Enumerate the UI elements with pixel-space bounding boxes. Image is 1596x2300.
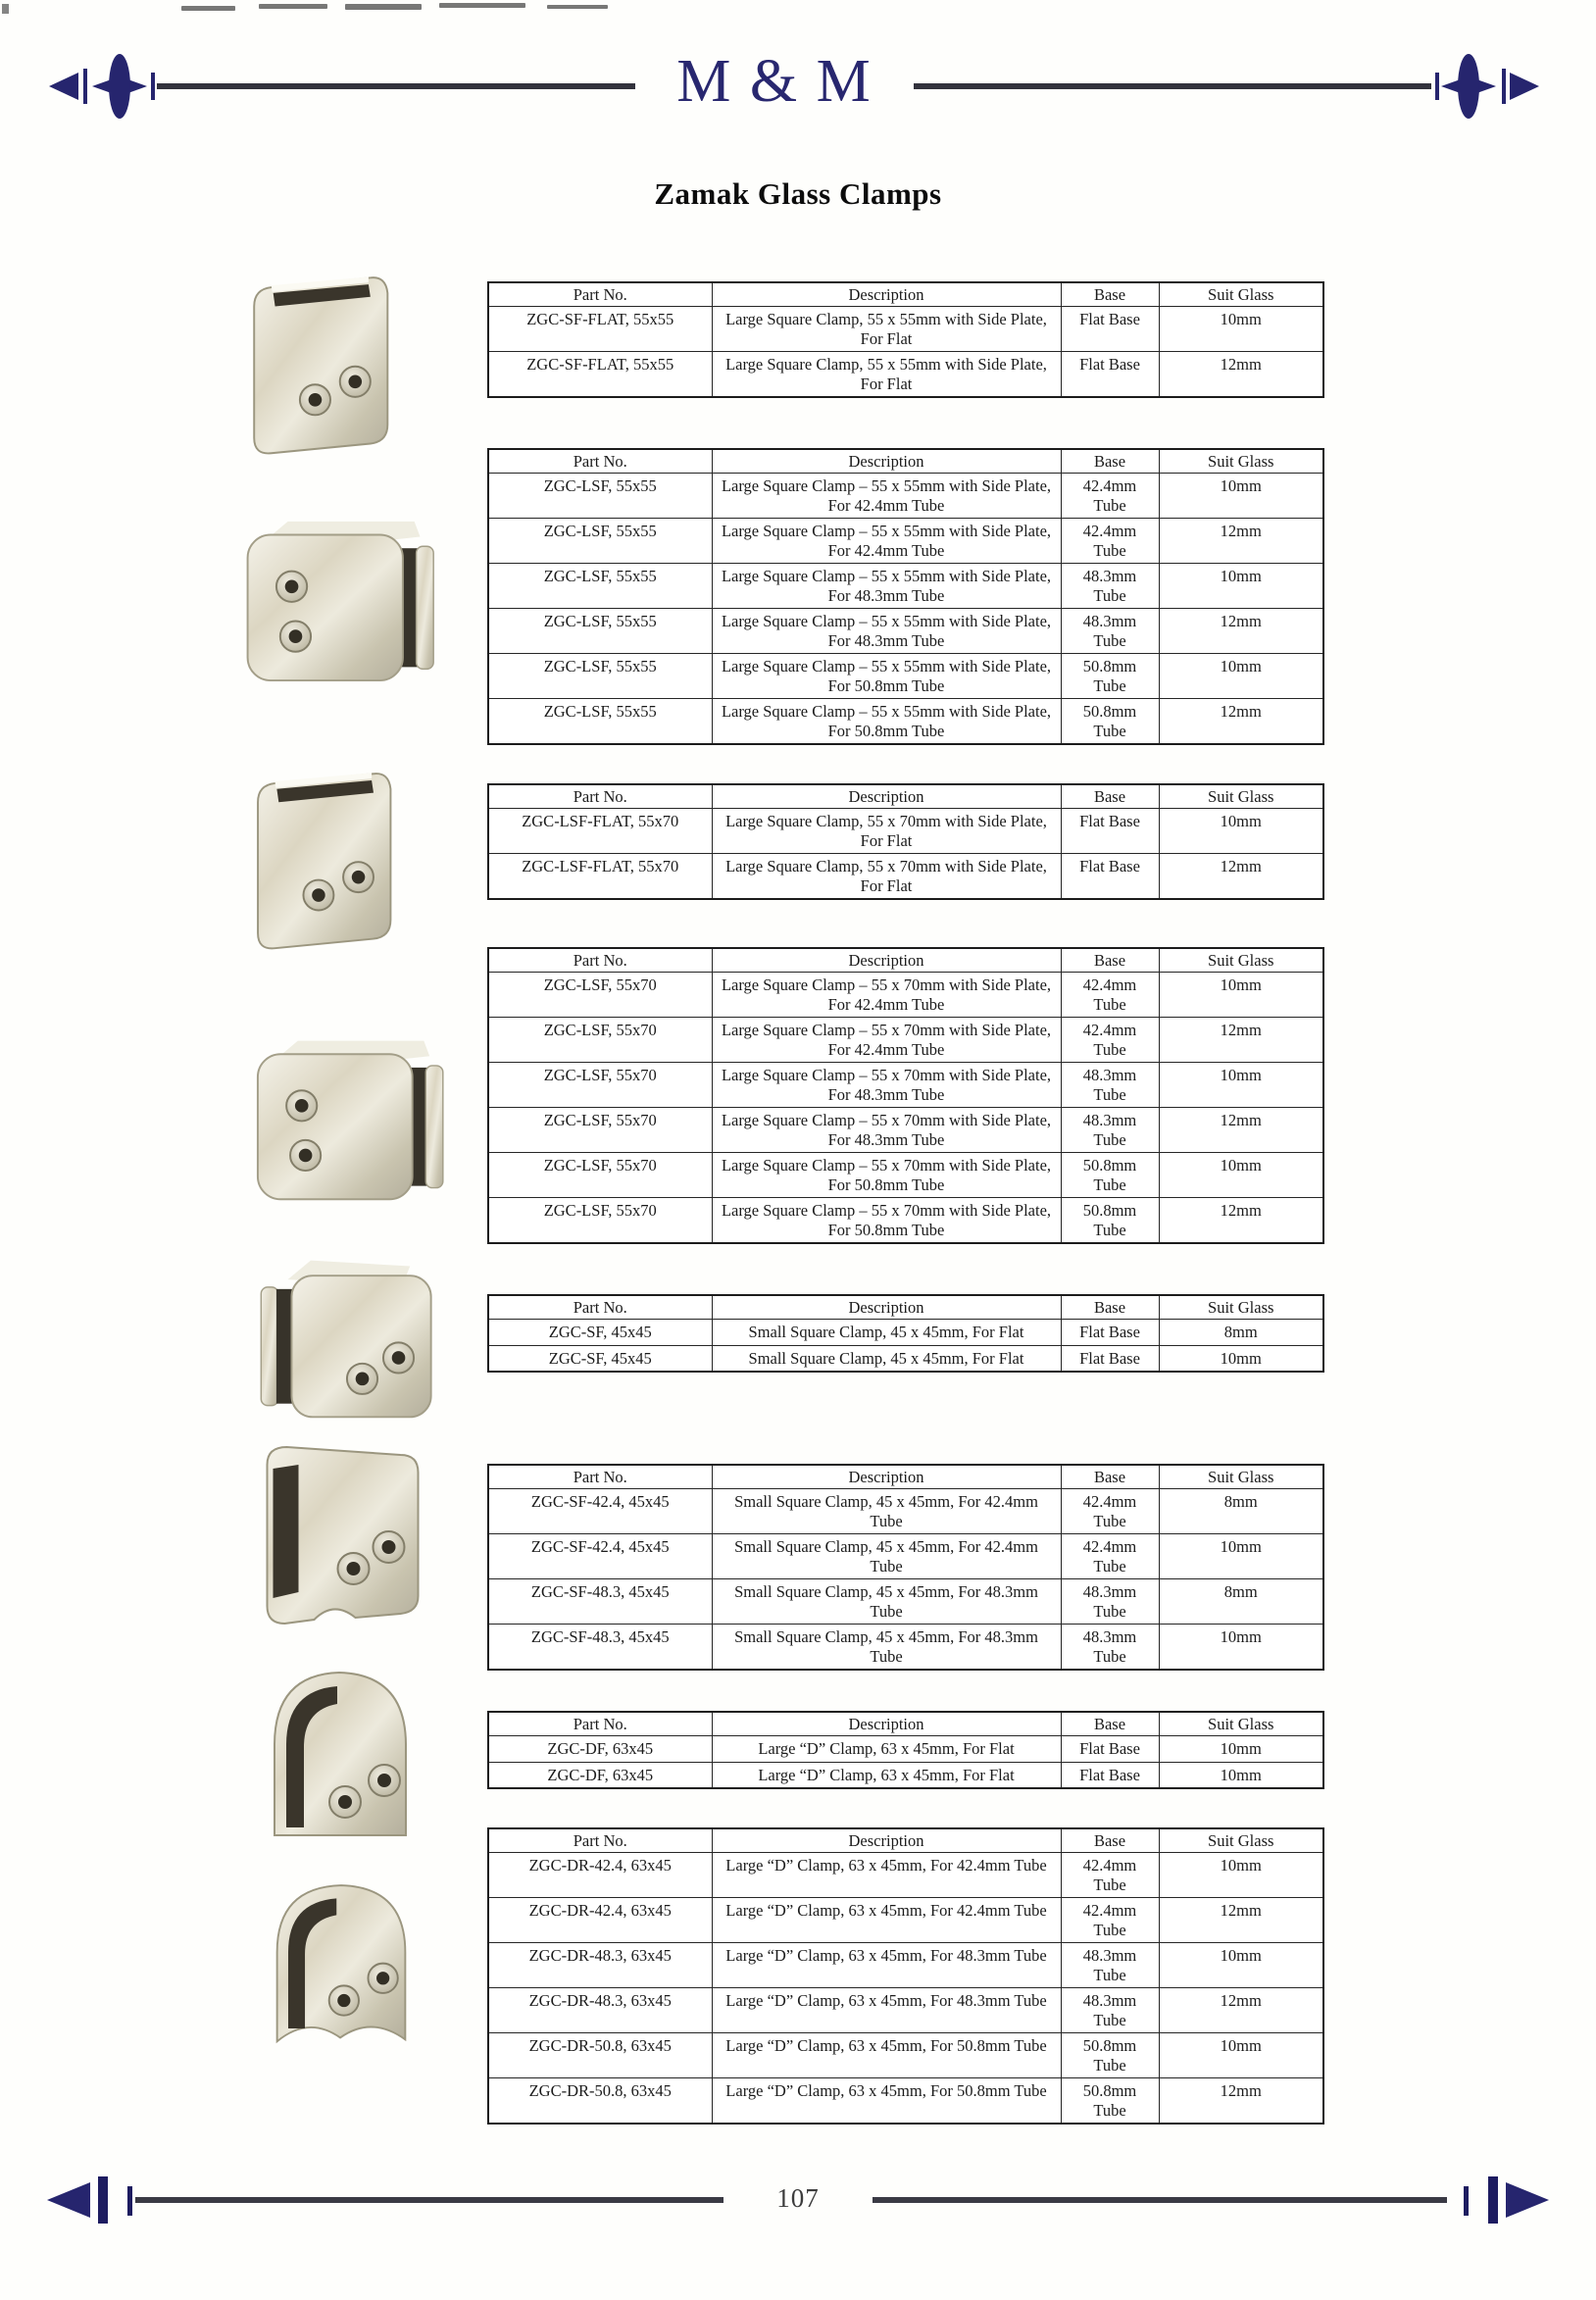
- suit-glass-cell: 10mm: [1159, 1063, 1323, 1108]
- column-header: Part No.: [488, 449, 712, 474]
- column-header: Suit Glass: [1159, 1828, 1323, 1853]
- description-cell: Large “D” Clamp, 63 x 45mm, For Flat: [712, 1736, 1061, 1762]
- base-cell: 42.4mm Tube: [1061, 1898, 1159, 1943]
- base-cell: 50.8mm Tube: [1061, 2033, 1159, 2078]
- table-header-row: [488, 1465, 1323, 1489]
- base-cell: 48.3mm Tube: [1061, 1579, 1159, 1625]
- page-title: Zamak Glass Clamps: [654, 176, 942, 211]
- base-cell: Flat Base: [1061, 809, 1159, 854]
- description-cell: Large Square Clamp – 55 x 55mm with Side Plate, For 42.4mm Tube: [712, 519, 1061, 564]
- base-cell: 50.8mm Tube: [1061, 1198, 1159, 1243]
- base-cell: 48.3mm Tube: [1061, 1063, 1159, 1108]
- table-row: [488, 1762, 1323, 1788]
- part-no-cell: ZGC-DR-50.8, 63x45: [488, 2033, 712, 2078]
- description-cell: Small Square Clamp, 45 x 45mm, For Flat: [712, 1320, 1061, 1345]
- column-header: Description: [712, 282, 1061, 307]
- part-no-cell: ZGC-LSF, 55x55: [488, 474, 712, 519]
- parts-table-sf-tube-45x45: [487, 1464, 1324, 1671]
- description-cell: Small Square Clamp, 45 x 45mm, For 42.4mm Tube: [712, 1489, 1061, 1534]
- base-cell: 48.3mm Tube: [1061, 1108, 1159, 1153]
- table-row: [488, 2078, 1323, 2124]
- parts-table-lsf-flat-55x70: [487, 783, 1324, 900]
- description-cell: Small Square Clamp, 45 x 45mm, For 48.3mm Tube: [712, 1579, 1061, 1625]
- part-no-cell: ZGC-DF, 63x45: [488, 1736, 712, 1762]
- suit-glass-cell: 12mm: [1159, 1018, 1323, 1063]
- table-row: [488, 1489, 1323, 1534]
- table-header-row: [488, 1828, 1323, 1853]
- description-cell: Small Square Clamp, 45 x 45mm, For 48.3mm Tube: [712, 1625, 1061, 1670]
- suit-glass-cell: 10mm: [1159, 564, 1323, 609]
- description-cell: Large Square Clamp – 55 x 55mm with Side Plate, For 48.3mm Tube: [712, 564, 1061, 609]
- large-d-clamp-flat-photo: [247, 1647, 433, 1848]
- suit-glass-cell: 10mm: [1159, 1762, 1323, 1788]
- description-cell: Large Square Clamp – 55 x 70mm with Side Plate, For 42.4mm Tube: [712, 1018, 1061, 1063]
- description-cell: Large “D” Clamp, 63 x 45mm, For 50.8mm Tube: [712, 2033, 1061, 2078]
- table-row: [488, 352, 1323, 397]
- part-no-cell: ZGC-LSF, 55x70: [488, 1063, 712, 1108]
- description-cell: Large “D” Clamp, 63 x 45mm, For 42.4mm Tube: [712, 1898, 1061, 1943]
- table-row: [488, 564, 1323, 609]
- table-row: [488, 1018, 1323, 1063]
- part-no-cell: ZGC-LSF, 55x70: [488, 1153, 712, 1198]
- table-row: [488, 1579, 1323, 1625]
- scan-artifact: [345, 4, 422, 10]
- base-cell: Flat Base: [1061, 854, 1159, 899]
- scan-artifact: [2, 4, 9, 14]
- column-header: Description: [712, 1295, 1061, 1320]
- column-header: Suit Glass: [1159, 1295, 1323, 1320]
- parts-table-sf-flat-55x55: [487, 281, 1324, 398]
- suit-glass-cell: 10mm: [1159, 1853, 1323, 1898]
- table-row: [488, 474, 1323, 519]
- suit-glass-cell: 10mm: [1159, 654, 1323, 699]
- description-cell: Large Square Clamp – 55 x 70mm with Side Plate, For 48.3mm Tube: [712, 1108, 1061, 1153]
- suit-glass-cell: 12mm: [1159, 699, 1323, 744]
- column-header: Part No.: [488, 1712, 712, 1736]
- base-cell: 42.4mm Tube: [1061, 1018, 1159, 1063]
- column-header: Base: [1061, 948, 1159, 973]
- part-no-cell: ZGC-DR-50.8, 63x45: [488, 2078, 712, 2124]
- part-no-cell: ZGC-DF, 63x45: [488, 1762, 712, 1788]
- page-number: 107: [776, 2183, 820, 2213]
- part-no-cell: ZGC-SF-FLAT, 55x55: [488, 307, 712, 352]
- column-header: Description: [712, 1712, 1061, 1736]
- parts-table-df-63x45: [487, 1711, 1324, 1789]
- suit-glass-cell: 10mm: [1159, 973, 1323, 1018]
- column-header: Part No.: [488, 1465, 712, 1489]
- scan-artifact: [259, 4, 327, 9]
- table-row: [488, 307, 1323, 352]
- table-row: [488, 1063, 1323, 1108]
- suit-glass-cell: 12mm: [1159, 519, 1323, 564]
- column-header: Base: [1061, 282, 1159, 307]
- part-no-cell: ZGC-LSF, 55x70: [488, 1108, 712, 1153]
- table-row: [488, 1534, 1323, 1579]
- suit-glass-cell: 12mm: [1159, 1898, 1323, 1943]
- large-square-clamp-flat-photo: [227, 255, 399, 461]
- base-cell: Flat Base: [1061, 307, 1159, 352]
- part-no-cell: ZGC-LSF, 55x55: [488, 654, 712, 699]
- description-cell: Large Square Clamp, 55 x 70mm with Side Plate, For Flat: [712, 854, 1061, 899]
- brand-logo-text: M & M: [676, 48, 873, 115]
- table-row: [488, 1320, 1323, 1345]
- table-header-row: [488, 1712, 1323, 1736]
- description-cell: Large Square Clamp – 55 x 70mm with Side Plate, For 50.8mm Tube: [712, 1198, 1061, 1243]
- column-header: Base: [1061, 1465, 1159, 1489]
- column-header: Suit Glass: [1159, 449, 1323, 474]
- part-no-cell: ZGC-SF, 45x45: [488, 1345, 712, 1372]
- table-row: [488, 1943, 1323, 1988]
- large-d-clamp-tube-photo: [253, 1853, 429, 2061]
- suit-glass-cell: 10mm: [1159, 2033, 1323, 2078]
- column-header: Description: [712, 784, 1061, 809]
- base-cell: Flat Base: [1061, 352, 1159, 397]
- description-cell: Large Square Clamp, 55 x 55mm with Side Plate, For Flat: [712, 352, 1061, 397]
- column-header: Suit Glass: [1159, 1712, 1323, 1736]
- suit-glass-cell: 12mm: [1159, 609, 1323, 654]
- part-no-cell: ZGC-LSF-FLAT, 55x70: [488, 854, 712, 899]
- large-square-clamp-55x70-flat-photo: [224, 753, 410, 954]
- base-cell: Flat Base: [1061, 1762, 1159, 1788]
- base-cell: 50.8mm Tube: [1061, 1153, 1159, 1198]
- column-header: Base: [1061, 1712, 1159, 1736]
- column-header: Base: [1061, 1828, 1159, 1853]
- small-square-clamp-tube-photo: [233, 1424, 434, 1629]
- description-cell: Large Square Clamp, 55 x 70mm with Side Plate, For Flat: [712, 809, 1061, 854]
- table-row: [488, 2033, 1323, 2078]
- part-no-cell: ZGC-LSF, 55x55: [488, 519, 712, 564]
- part-no-cell: ZGC-LSF-FLAT, 55x70: [488, 809, 712, 854]
- suit-glass-cell: 8mm: [1159, 1320, 1323, 1345]
- base-cell: 48.3mm Tube: [1061, 609, 1159, 654]
- column-header: Description: [712, 948, 1061, 973]
- part-no-cell: ZGC-DR-42.4, 63x45: [488, 1853, 712, 1898]
- part-no-cell: ZGC-LSF, 55x55: [488, 699, 712, 744]
- part-no-cell: ZGC-DR-48.3, 63x45: [488, 1943, 712, 1988]
- suit-glass-cell: 10mm: [1159, 1736, 1323, 1762]
- base-cell: 42.4mm Tube: [1061, 519, 1159, 564]
- base-cell: 50.8mm Tube: [1061, 699, 1159, 744]
- description-cell: Large Square Clamp – 55 x 70mm with Side Plate, For 48.3mm Tube: [712, 1063, 1061, 1108]
- parts-table-lsf-55x70: [487, 947, 1324, 1244]
- table-row: [488, 973, 1323, 1018]
- part-no-cell: ZGC-SF-42.4, 45x45: [488, 1534, 712, 1579]
- table-row: [488, 1898, 1323, 1943]
- column-header: Part No.: [488, 282, 712, 307]
- suit-glass-cell: 10mm: [1159, 1943, 1323, 1988]
- column-header: Description: [712, 1828, 1061, 1853]
- suit-glass-cell: 12mm: [1159, 1198, 1323, 1243]
- table-row: [488, 1198, 1323, 1243]
- description-cell: Large Square Clamp – 55 x 70mm with Side Plate, For 42.4mm Tube: [712, 973, 1061, 1018]
- part-no-cell: ZGC-SF-42.4, 45x45: [488, 1489, 712, 1534]
- column-header: Suit Glass: [1159, 1465, 1323, 1489]
- table-header-row: [488, 948, 1323, 973]
- column-header: Part No.: [488, 784, 712, 809]
- suit-glass-cell: 12mm: [1159, 1988, 1323, 2033]
- table-row: [488, 699, 1323, 744]
- table-row: [488, 609, 1323, 654]
- base-cell: 48.3mm Tube: [1061, 1625, 1159, 1670]
- description-cell: Large Square Clamp – 55 x 55mm with Side Plate, For 50.8mm Tube: [712, 654, 1061, 699]
- base-cell: Flat Base: [1061, 1736, 1159, 1762]
- part-no-cell: ZGC-SF, 45x45: [488, 1320, 712, 1345]
- table-row: [488, 854, 1323, 899]
- suit-glass-cell: 12mm: [1159, 2078, 1323, 2124]
- description-cell: Large Square Clamp – 55 x 70mm with Side Plate, For 50.8mm Tube: [712, 1153, 1061, 1198]
- suit-glass-cell: 10mm: [1159, 307, 1323, 352]
- suit-glass-cell: 12mm: [1159, 352, 1323, 397]
- column-header: Part No.: [488, 1295, 712, 1320]
- part-no-cell: ZGC-DR-48.3, 63x45: [488, 1988, 712, 2033]
- column-header: Description: [712, 1465, 1061, 1489]
- part-no-cell: ZGC-LSF, 55x70: [488, 973, 712, 1018]
- base-cell: 48.3mm Tube: [1061, 1943, 1159, 1988]
- suit-glass-cell: 8mm: [1159, 1489, 1323, 1534]
- column-header: Suit Glass: [1159, 784, 1323, 809]
- description-cell: Large “D” Clamp, 63 x 45mm, For 48.3mm Tube: [712, 1988, 1061, 2033]
- table-row: [488, 654, 1323, 699]
- table-row: [488, 809, 1323, 854]
- table-row: [488, 1625, 1323, 1670]
- column-header: Base: [1061, 784, 1159, 809]
- suit-glass-cell: 10mm: [1159, 1345, 1323, 1372]
- description-cell: Large Square Clamp – 55 x 55mm with Side Plate, For 42.4mm Tube: [712, 474, 1061, 519]
- scan-artifact: [439, 3, 525, 8]
- suit-glass-cell: 12mm: [1159, 854, 1323, 899]
- base-cell: 42.4mm Tube: [1061, 1489, 1159, 1534]
- base-cell: 42.4mm Tube: [1061, 973, 1159, 1018]
- description-cell: Large “D” Clamp, 63 x 45mm, For 50.8mm Tube: [712, 2078, 1061, 2124]
- base-cell: 48.3mm Tube: [1061, 1988, 1159, 2033]
- part-no-cell: ZGC-DR-42.4, 63x45: [488, 1898, 712, 1943]
- table-header-row: [488, 1295, 1323, 1320]
- base-cell: 48.3mm Tube: [1061, 564, 1159, 609]
- suit-glass-cell: 10mm: [1159, 1625, 1323, 1670]
- table-row: [488, 1108, 1323, 1153]
- table-row: [488, 519, 1323, 564]
- column-header: Suit Glass: [1159, 282, 1323, 307]
- header-rule-right-ornament: [914, 52, 1541, 121]
- header-rule-left-ornament: [47, 52, 635, 121]
- description-cell: Large Square Clamp – 55 x 55mm with Side Plate, For 48.3mm Tube: [712, 609, 1061, 654]
- parts-table-lsf-55x55: [487, 448, 1324, 745]
- part-no-cell: ZGC-LSF, 55x70: [488, 1018, 712, 1063]
- description-cell: Large Square Clamp – 55 x 55mm with Side Plate, For 50.8mm Tube: [712, 699, 1061, 744]
- table-row: [488, 1988, 1323, 2033]
- table-row: [488, 1153, 1323, 1198]
- large-square-clamp-55x70-side-plate-photo: [235, 1027, 456, 1209]
- suit-glass-cell: 10mm: [1159, 1153, 1323, 1198]
- base-cell: Flat Base: [1061, 1320, 1159, 1345]
- scan-artifact: [181, 6, 235, 11]
- small-square-clamp-flat-photo: [247, 1247, 443, 1428]
- part-no-cell: ZGC-SF-FLAT, 55x55: [488, 352, 712, 397]
- large-square-clamp-side-plate-photo: [230, 505, 441, 693]
- part-no-cell: ZGC-LSF, 55x55: [488, 564, 712, 609]
- base-cell: 42.4mm Tube: [1061, 1853, 1159, 1898]
- description-cell: Large “D” Clamp, 63 x 45mm, For Flat: [712, 1762, 1061, 1788]
- part-no-cell: ZGC-LSF, 55x70: [488, 1198, 712, 1243]
- base-cell: 42.4mm Tube: [1061, 474, 1159, 519]
- description-cell: Large “D” Clamp, 63 x 45mm, For 42.4mm Tube: [712, 1853, 1061, 1898]
- table-header-row: [488, 282, 1323, 307]
- suit-glass-cell: 10mm: [1159, 1534, 1323, 1579]
- table-row: [488, 1853, 1323, 1898]
- column-header: Part No.: [488, 1828, 712, 1853]
- base-cell: 50.8mm Tube: [1061, 654, 1159, 699]
- column-header: Base: [1061, 449, 1159, 474]
- part-no-cell: ZGC-LSF, 55x55: [488, 609, 712, 654]
- suit-glass-cell: 10mm: [1159, 809, 1323, 854]
- description-cell: Small Square Clamp, 45 x 45mm, For Flat: [712, 1345, 1061, 1372]
- suit-glass-cell: 12mm: [1159, 1108, 1323, 1153]
- column-header: Base: [1061, 1295, 1159, 1320]
- parts-table-sf-45x45: [487, 1294, 1324, 1373]
- suit-glass-cell: 10mm: [1159, 474, 1323, 519]
- part-no-cell: ZGC-SF-48.3, 45x45: [488, 1625, 712, 1670]
- scan-artifact: [547, 5, 608, 9]
- column-header: Suit Glass: [1159, 948, 1323, 973]
- table-header-row: [488, 449, 1323, 474]
- description-cell: Large Square Clamp, 55 x 55mm with Side Plate, For Flat: [712, 307, 1061, 352]
- table-row: [488, 1736, 1323, 1762]
- base-cell: Flat Base: [1061, 1345, 1159, 1372]
- column-header: Part No.: [488, 948, 712, 973]
- parts-table-dr-63x45: [487, 1827, 1324, 2125]
- base-cell: 50.8mm Tube: [1061, 2078, 1159, 2124]
- description-cell: Large “D” Clamp, 63 x 45mm, For 48.3mm Tube: [712, 1943, 1061, 1988]
- part-no-cell: ZGC-SF-48.3, 45x45: [488, 1579, 712, 1625]
- description-cell: Small Square Clamp, 45 x 45mm, For 42.4mm Tube: [712, 1534, 1061, 1579]
- table-header-row: [488, 784, 1323, 809]
- table-row: [488, 1345, 1323, 1372]
- base-cell: 42.4mm Tube: [1061, 1534, 1159, 1579]
- column-header: Description: [712, 449, 1061, 474]
- suit-glass-cell: 8mm: [1159, 1579, 1323, 1625]
